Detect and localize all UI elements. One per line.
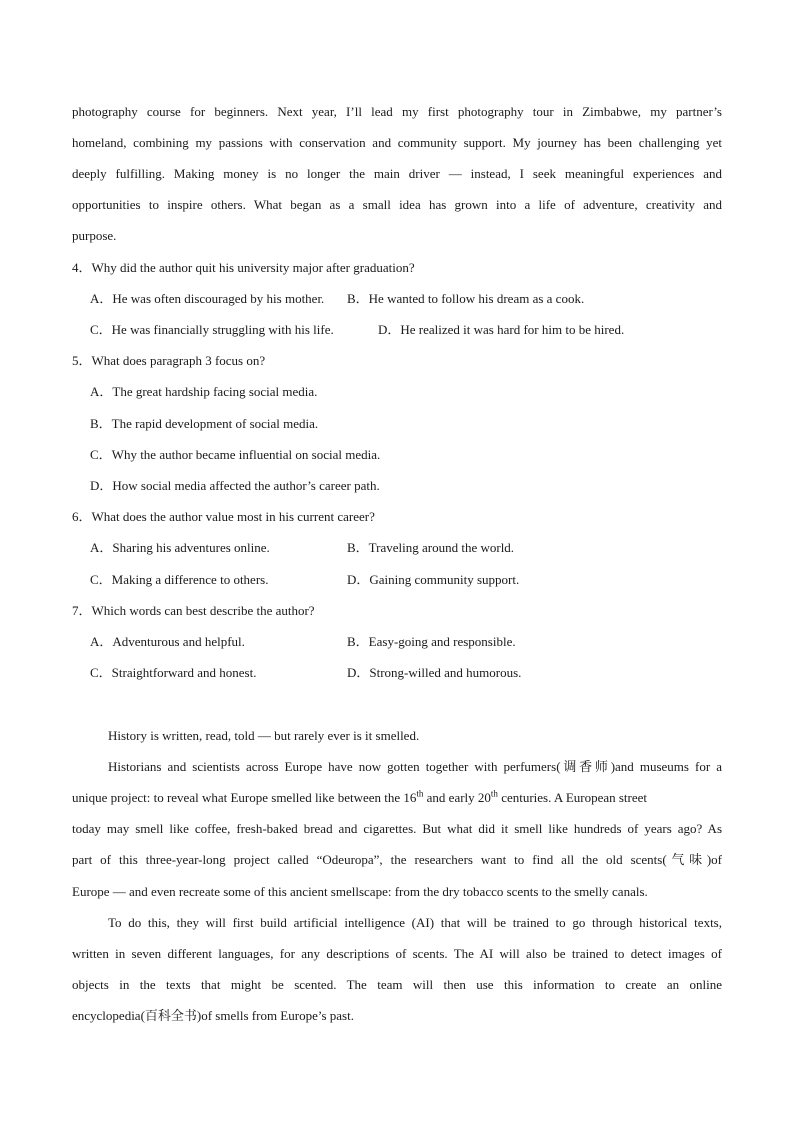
passage2-text-segment: unique project: to reveal what Europe smelled like between the 16 [72, 790, 417, 805]
passage1-line-5: purpose. [72, 228, 117, 243]
passage2-paragraph-2-line-4: part of this three-year-long project called “Odeuropa”, the researchers want to find all the old scents(气味)of [72, 852, 722, 867]
question-6-option-d[interactable]: D．Gaining community support. [347, 572, 520, 587]
question-7-stem: 7．Which words can best describe the author? [72, 603, 315, 618]
question-6-stem: 6．What does the author value most in his current career? [72, 509, 375, 524]
passage2-paragraph-3-line-3: objects in the texts that might be scented. The team will then use this information to create an online [72, 977, 722, 992]
ordinal-suffix: th [490, 788, 498, 799]
question-7-option-d[interactable]: D．Strong-willed and humorous. [347, 665, 522, 680]
passage1-line-2: homeland, combining my passions with conservation and community support. My journey has been challenging yet [72, 135, 722, 150]
question-6-option-a[interactable]: A．Sharing his adventures online. [90, 540, 270, 555]
question-5-option-d[interactable]: D．How social media affected the author’s career path. [90, 478, 380, 493]
passage2-paragraph-2-line-3: today may smell like coffee, fresh-baked bread and cigarettes. But what did it smell like hundreds of years ago? As [72, 821, 722, 836]
question-7-option-c[interactable]: C．Straightforward and honest. [90, 665, 257, 680]
question-5-stem: 5．What does paragraph 3 focus on? [72, 353, 266, 368]
passage2-paragraph-1: History is written, read, told — but rarely ever is it smelled. [108, 728, 420, 743]
passage1-line-1: photography course for beginners. Next year, I’ll lead my first photography tour in Zimbabwe, my partner’s [72, 104, 722, 119]
question-4-stem: 4．Why did the author quit his university major after graduation? [72, 260, 415, 275]
passage2-paragraph-2-line-1: Historians and scientists across Europe have now gotten together with perfumers(调香师)and museums for a [108, 759, 722, 774]
passage2-paragraph-3-line-4: encyclopedia(百科全书)of smells from Europe’s past. [72, 1008, 354, 1023]
passage1-line-3: deeply fulfilling. Making money is no longer the main driver — instead, I seek meaningful experiences and [72, 166, 722, 181]
passage2-paragraph-3-line-2: written in seven different languages, for any descriptions of scents. The AI will also be trained to detect images of [72, 946, 722, 961]
question-6-option-c[interactable]: C．Making a difference to others. [90, 572, 269, 587]
question-4-option-b[interactable]: B．He wanted to follow his dream as a cook. [347, 291, 585, 306]
question-7-option-a[interactable]: A．Adventurous and helpful. [90, 634, 245, 649]
question-4-option-a[interactable]: A．He was often discouraged by his mother. [90, 291, 325, 306]
question-4-option-c[interactable]: C．He was financially struggling with his life. [90, 322, 334, 337]
passage2-paragraph-3-line-1: To do this, they will first build artificial intelligence (AI) that will be trained to go through historical texts, [108, 915, 722, 930]
question-4-option-d[interactable]: D．He realized it was hard for him to be hired. [378, 322, 625, 337]
passage1-line-4: opportunities to inspire others. What began as a small idea has grown into a life of adventure, creativity and [72, 197, 722, 212]
ordinal-suffix: th [416, 788, 424, 799]
question-5-option-b[interactable]: B．The rapid development of social media. [90, 416, 319, 431]
passage2-text-segment: and early 20 [423, 790, 491, 805]
question-5-option-c[interactable]: C．Why the author became influential on social media. [90, 447, 381, 462]
passage2-paragraph-2-line-2 [72, 789, 722, 807]
passage2-text-segment: centuries. A European street [497, 790, 648, 805]
question-7-option-b[interactable]: B．Easy-going and responsible. [347, 634, 516, 649]
passage2-paragraph-2-line-5: Europe — and even recreate some of this ancient smellscape: from the dry tobacco scents to the smelly canals. [72, 884, 648, 899]
question-6-option-b[interactable]: B．Traveling around the world. [347, 540, 515, 555]
question-5-option-a[interactable]: A．The great hardship facing social media. [90, 384, 318, 399]
